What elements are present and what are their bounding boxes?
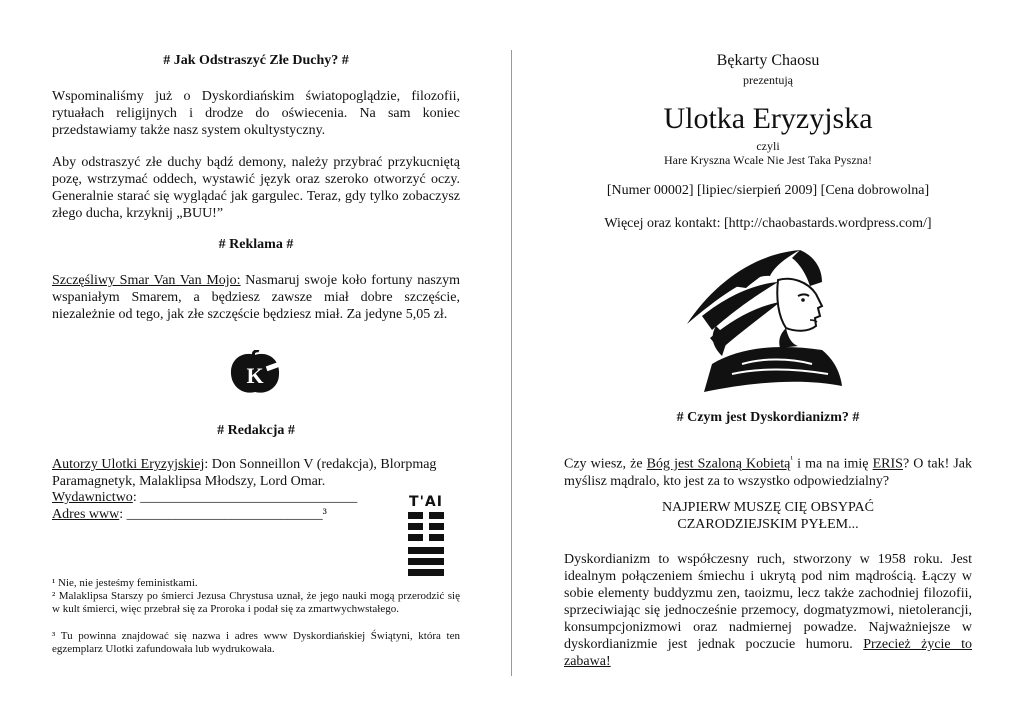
publisher-blank: : _______________________________ <box>132 490 358 505</box>
hexagram-lines-icon <box>408 512 444 578</box>
hexagram-label: T'AI <box>409 494 443 510</box>
www-label: Adres www <box>52 507 120 522</box>
discordianism-text: Dyskordianizm to współczesny ruch, stworzony w 1958 roku. Jest idealnym połączeniem śmiechu i ukrytą pod nim mądrością. Łączy w sobie elementy buddyzmu zen, taoizmu, lecz także zachodniej filozofii, sprzeciwiając się jednocześnie przemocy, dogmatyzmowi, nietolerancji, konsumpcjonizmowi oraz nadmiernej powadze. Najważniejsze w dyskordianizmie jest jednak poczucie humoru. <box>564 552 972 652</box>
heading-editorial: # Redakcja # <box>217 423 295 438</box>
contact-info: Więcej oraz kontakt: [http://chaobastards.wordpress.com/] <box>604 216 932 231</box>
paragraph-intro: Wspominaliśmy już o Dyskordiańskim światopoglądzie, filozofii, rytuałach religijnych i drodze do oświecenia. Na sam koniec przedstawiamy także nasz system okultystyczny. <box>52 89 460 138</box>
czyli-text: czyli <box>756 139 780 153</box>
ad-product-name: Szczęśliwy Smar Van Van Mojo: <box>52 273 241 288</box>
paragraph-discordianism <box>564 551 972 670</box>
question-link-eris: ERIS <box>872 456 903 472</box>
ad-text: Nasmaruj swoje koło fortuny naszym wspaniałym Smarem, a będziesz zawsze miał dobre szczęście, niezależnie od tego, jak złe szczęście będziesz miał. Za jedyne 5,05 zł. <box>52 273 460 322</box>
presents-text: prezentują <box>743 73 793 87</box>
column-divider <box>511 50 512 676</box>
authors-text: : Don Sonneillon V (redakcja), Blorpmag Paramagnetyk, Malaklipsa Młodszy, Lord Omar. <box>52 457 437 489</box>
logo-letter: K <box>246 363 264 388</box>
heading-ads: # Reklama # <box>218 237 294 252</box>
paragraph-authors <box>52 456 460 490</box>
www-line <box>52 506 460 523</box>
heading-evil-spirits: # Jak Odstraszyć Złe Duchy? # <box>163 53 349 68</box>
publisher-line <box>52 489 460 506</box>
eris-goddess-illustration <box>682 246 844 396</box>
page-title: Ulotka Eryzyjska <box>663 102 873 135</box>
question-link-god: Bóg jest Szaloną Kobietą <box>646 456 791 472</box>
shout-line-1: NAJPIERW MUSZĘ CIĘ OBSYPAĆ <box>662 500 874 515</box>
question-footnote-mark: ¹ <box>790 454 794 464</box>
publisher-label: Wydawnictwo <box>52 490 133 505</box>
subtitle: Hare Kryszna Wcale Nie Jest Taka Pyszna! <box>664 153 872 167</box>
question-post: ? O tak! Jak myślisz mądralo, kto jest za to wszystko odpowiedzialny? <box>564 456 972 489</box>
paragraph-question <box>564 451 972 490</box>
publisher-name: Bękarty Chaosu <box>716 52 820 69</box>
discordianism-closing: Przecież życie to zabawa! <box>564 637 973 669</box>
hexagram <box>402 494 450 578</box>
footnote-3: ³ Tu powinna znajdować się nazwa i adres www Dyskordiańskiej Świątyni, która ten egzemplarz Ulotki zafundowała lub wydrukowała. <box>52 630 460 655</box>
shout-line-2: CZARODZIEJSKIM PYŁEM... <box>677 517 859 532</box>
www-blank: : ____________________________³ <box>119 507 327 522</box>
question-pre: Czy wiesz, że <box>564 456 647 472</box>
question-mid: i ma na imię <box>793 456 873 472</box>
paragraph-ad <box>52 272 460 323</box>
issue-info: [Numer 00002] [lipiec/sierpień 2009] [Cena dobrowolna] <box>606 183 930 198</box>
footnote-2: ² Malaklipsa Starszy po śmierci Jezusa Chrystusa uznał, że jego nauki mogą przerodzić się w kult śmierci, więc przebrał się za Proroka i podał się za zmartwychwstałego. <box>52 590 460 615</box>
authors-label: Autorzy Ulotki Eryzyjskiej <box>52 457 205 472</box>
footnote-1: ¹ Nie, nie jesteśmy feministkami. <box>52 577 198 589</box>
kallisti-apple-logo <box>226 350 284 396</box>
heading-what-is-discordianism: # Czym jest Dyskordianizm? # <box>676 410 860 425</box>
paragraph-spirits: Aby odstraszyć złe duchy bądź demony, należy przybrać przykucniętą pozę, wstrzymać oddech, wystawić język oraz szeroko otworzyć oczy. Generalnie starać się wyglądać jak gargulec. Teraz, gdy tylko zobaczysz złego ducha, krzyknij „BUU!” <box>52 155 460 221</box>
